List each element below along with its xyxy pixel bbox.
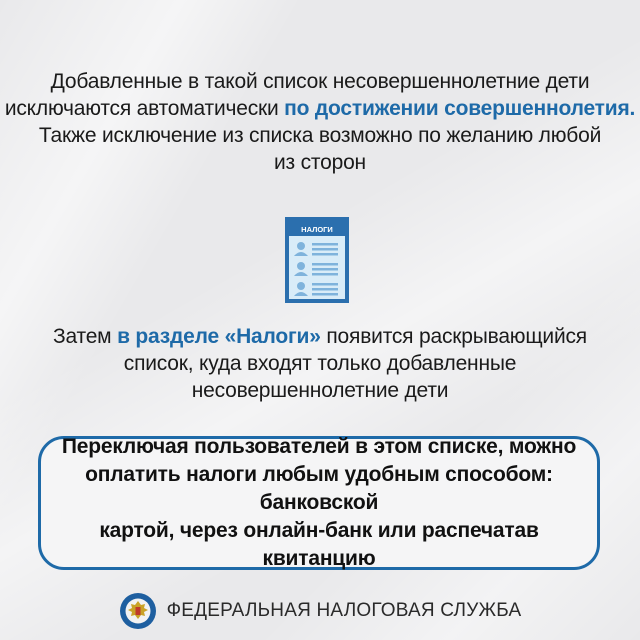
intro-highlight: по достижении совершеннолетия. — [284, 97, 636, 120]
tax-document-header-label: НАЛОГИ — [301, 225, 333, 234]
intro-line-3: Также исключение из списка возможно по желанию любой — [38, 124, 602, 147]
footer — [0, 592, 640, 630]
payment-callout-box — [38, 436, 600, 570]
callout-line-2: оплатить налоги любым удобным способом: банковской — [85, 463, 553, 514]
intro-line-2 — [0, 95, 640, 122]
taxes-section-paragraph — [0, 323, 640, 404]
taxes-line-3: несовершеннолетние дети — [191, 379, 449, 402]
organization-name: ФЕДЕРАЛЬНАЯ НАЛОГОВАЯ СЛУЖБА — [166, 600, 522, 621]
callout-line-1: Переключая пользователей в этом списке, можно — [61, 435, 577, 458]
taxes-line-1-suffix: появится раскрывающийся — [320, 325, 587, 348]
intro-line-4: из сторон — [274, 151, 366, 174]
fns-emblem-icon — [119, 592, 157, 630]
callout-line-3: картой, через онлайн-банк или распечатав квитанцию — [99, 519, 539, 570]
intro-line-1: Добавленные в такой список несовершеннолетние дети — [50, 70, 590, 93]
taxes-line-1-prefix: Затем — [53, 325, 118, 348]
taxes-line-2: список, куда входят только добавленные — [123, 352, 517, 375]
intro-paragraph — [0, 68, 640, 176]
taxes-highlight: в разделе «Налоги» — [117, 325, 321, 348]
taxes-line-1 — [0, 323, 640, 350]
payment-callout-text — [41, 433, 597, 573]
intro-line-2-text: исключаются автоматически — [4, 97, 285, 120]
tax-document-icon — [284, 216, 350, 304]
